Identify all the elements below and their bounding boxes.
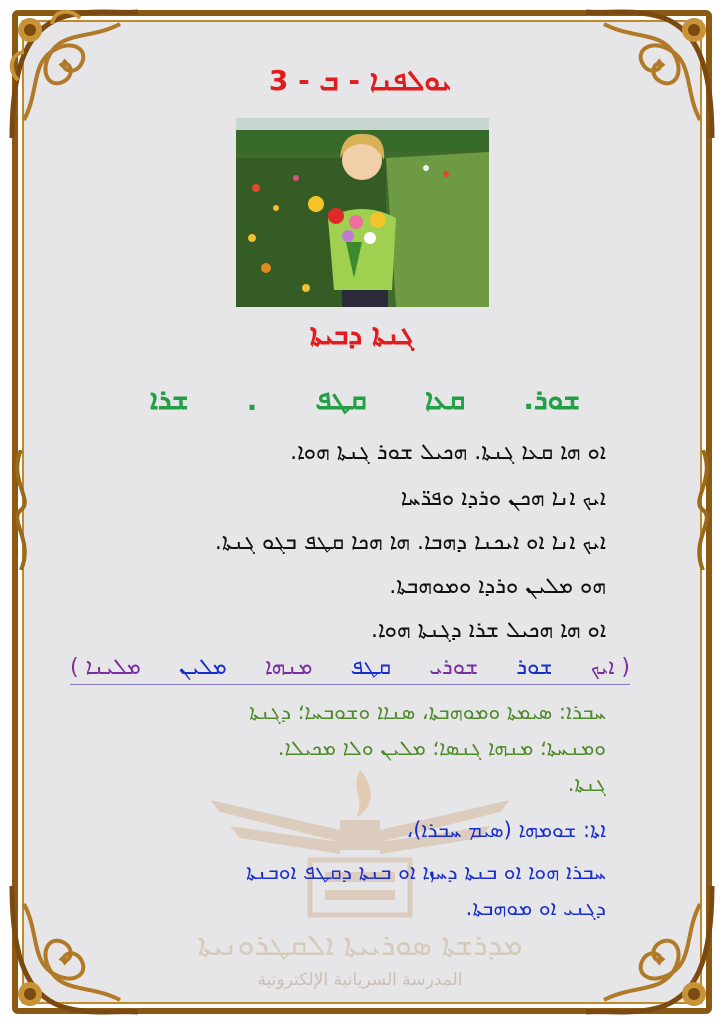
note-line: ܚܒܪܐ: ܣܝܡܬܐ ܘܡܘܗܒܬܐ، ܣܢܐܐ ܘܫܘܒܚܐ؛ ܕܓܢܬܐ xyxy=(249,700,606,724)
story-title: ܓܢܬܐ ܕܒܝܬܐ xyxy=(309,318,415,351)
watermark-title: ܡܕܪܫܬܐ ܣܘܪܝܝܬܐ ܐܠܩܛܪܘܢܝܬܐ xyxy=(197,928,523,963)
vocabulary-row xyxy=(150,378,580,422)
note-line: ܘܡܢܚܬܐ؛ ܡܢܗܐ ܓܢܣܐ؛ ܡܠܝܢ ܘܠܐ ܡܟܝܠܐ. xyxy=(277,736,606,760)
story-line: ܗܘ ܡܠܝܢ ܘܪܕܐ ܘܡܘܗܒܬܐ. xyxy=(389,574,606,599)
note-line: ܐܬܐ: ܫܘܡܗܐ (ܣܝܡ ܚܒܪܐ)، xyxy=(406,818,606,842)
note-line: ܚܒܪܐ ܗܘܐ ܐܘ ܒܢܬܐ ܕܚܙܐ ܐܘ ܒܢܬܐ ܕܩܛܦ ܐܘܒܢܬܐ xyxy=(246,860,606,884)
vocab-separator: . xyxy=(246,383,258,417)
keyword: ܡܠܝܢܐ ) xyxy=(70,654,141,680)
vocab-word: ܩܛܦ xyxy=(315,383,367,416)
keyword: ܫܘܪ xyxy=(516,654,553,680)
note-line: ܓܢܬܐ. xyxy=(567,772,606,796)
story-line: ܐܘ ܗܐ ܗܟܝܠ ܫܪܐ ܕܓܢܬܐ ܗܘܐ. xyxy=(371,618,606,643)
watermark-subtitle: المدرسة السريانية الإلكترونية xyxy=(257,970,463,990)
vocab-word: ܩܥܐ xyxy=(424,383,466,416)
story-line: ܐܘ ܗܐ ܩܥܐ ܓܢܬܐ. ܗܟܝܠ ܫܘܪ ܓܢܬܐ ܗܘܐ. xyxy=(290,440,606,465)
keyword: ( ܐܝܟ xyxy=(590,654,630,680)
corner-ornament-icon xyxy=(574,0,724,150)
keyword: ܡܢܗܐ xyxy=(264,654,313,680)
keyword: ܫܘܪܝ xyxy=(429,654,479,680)
corner-ornament-icon xyxy=(0,0,150,150)
story-line: ܐܝܟ ܐܢܐ ܐܘ ܐܝܟܢܐ ܕܗܒܐ. ܗܐ ܗܟܐ ܩܛܦ ܒܓܘ ܓܢܬܐ. xyxy=(214,530,606,555)
vocab-word: ܫܪܐ xyxy=(150,383,189,416)
boy-with-flowers-photo xyxy=(236,118,489,307)
keyword-row xyxy=(70,650,630,685)
keyword: ܡܠܝܢ xyxy=(179,654,227,680)
keyword: ܩܛܦ xyxy=(350,654,392,680)
side-ornament-icon xyxy=(686,450,720,570)
story-line: ܐܝܟ ܐܢܐ ܗܟܢ ܘܪܕܐ ܘܦܪ̈ܚܐ xyxy=(400,486,606,511)
lesson-title: ܝܘܠܦܢܐ - ܒ - 3 xyxy=(268,64,452,97)
vocab-word: ܫܘܪ. xyxy=(523,383,580,416)
side-ornament-icon xyxy=(4,450,38,570)
note-line: ܕܓܢܝ ܐܘ ܡܘܗܒܬܐ. xyxy=(465,896,606,920)
corner-ornament-icon xyxy=(0,874,150,1024)
